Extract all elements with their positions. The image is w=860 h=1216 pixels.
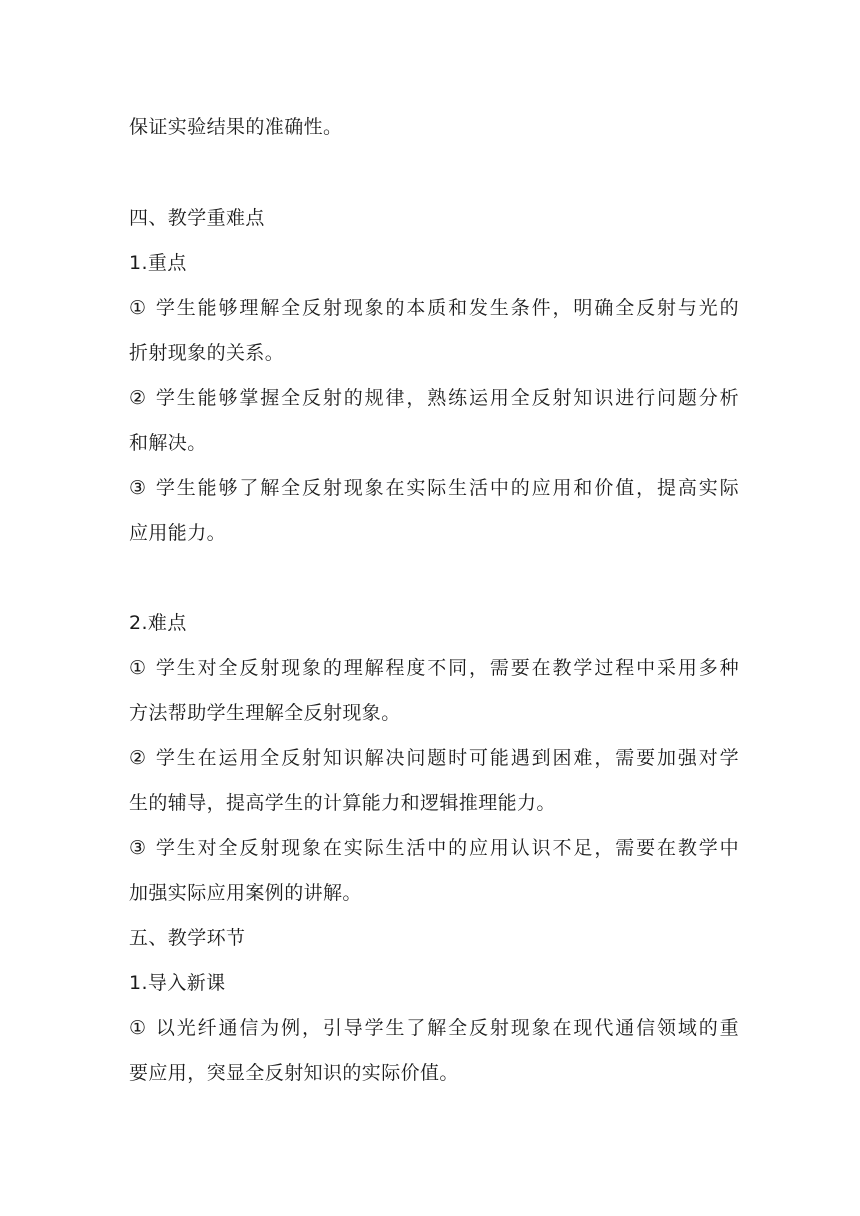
paragraph-line: 保证实验结果的准确性。 (129, 116, 343, 138)
list-item-line: 生的辅导，提高学生的计算能力和逻辑推理能力。 (129, 792, 556, 814)
section-heading: 五、教学环节 (129, 927, 246, 949)
subsection-heading: 1.重点 (129, 252, 187, 274)
list-item-line: 应用能力。 (129, 522, 227, 544)
list-item-line: 折射现象的关系。 (129, 342, 285, 364)
list-item-line: ③ 学生对全反射现象在实际生活中的应用认识不足，需要在教学中 (129, 837, 739, 859)
list-item-line: ② 学生能够掌握全反射的规律，熟练运用全反射知识进行问题分析 (129, 387, 739, 409)
list-item-line: 加强实际应用案例的讲解。 (129, 882, 362, 904)
list-item-line: ① 以光纤通信为例，引导学生了解全反射现象在现代通信领域的重 (129, 1017, 739, 1039)
list-item-line: ① 学生能够理解全反射现象的本质和发生条件，明确全反射与光的 (129, 297, 739, 319)
list-item-line: 要应用，突显全反射知识的实际价值。 (129, 1062, 459, 1084)
list-item-line: 和解决。 (129, 432, 207, 454)
subsection-heading: 1.导入新课 (129, 972, 226, 994)
list-item-line: ① 学生对全反射现象的理解程度不同，需要在教学过程中采用多种 (129, 657, 739, 679)
section-heading: 四、教学重难点 (129, 207, 265, 229)
list-item-line: 方法帮助学生理解全反射现象。 (129, 702, 401, 724)
subsection-heading: 2.难点 (129, 612, 187, 634)
list-item-line: ② 学生在运用全反射知识解决问题时可能遇到困难，需要加强对学 (129, 747, 739, 769)
list-item-line: ③ 学生能够了解全反射现象在实际生活中的应用和价值，提高实际 (129, 477, 739, 499)
